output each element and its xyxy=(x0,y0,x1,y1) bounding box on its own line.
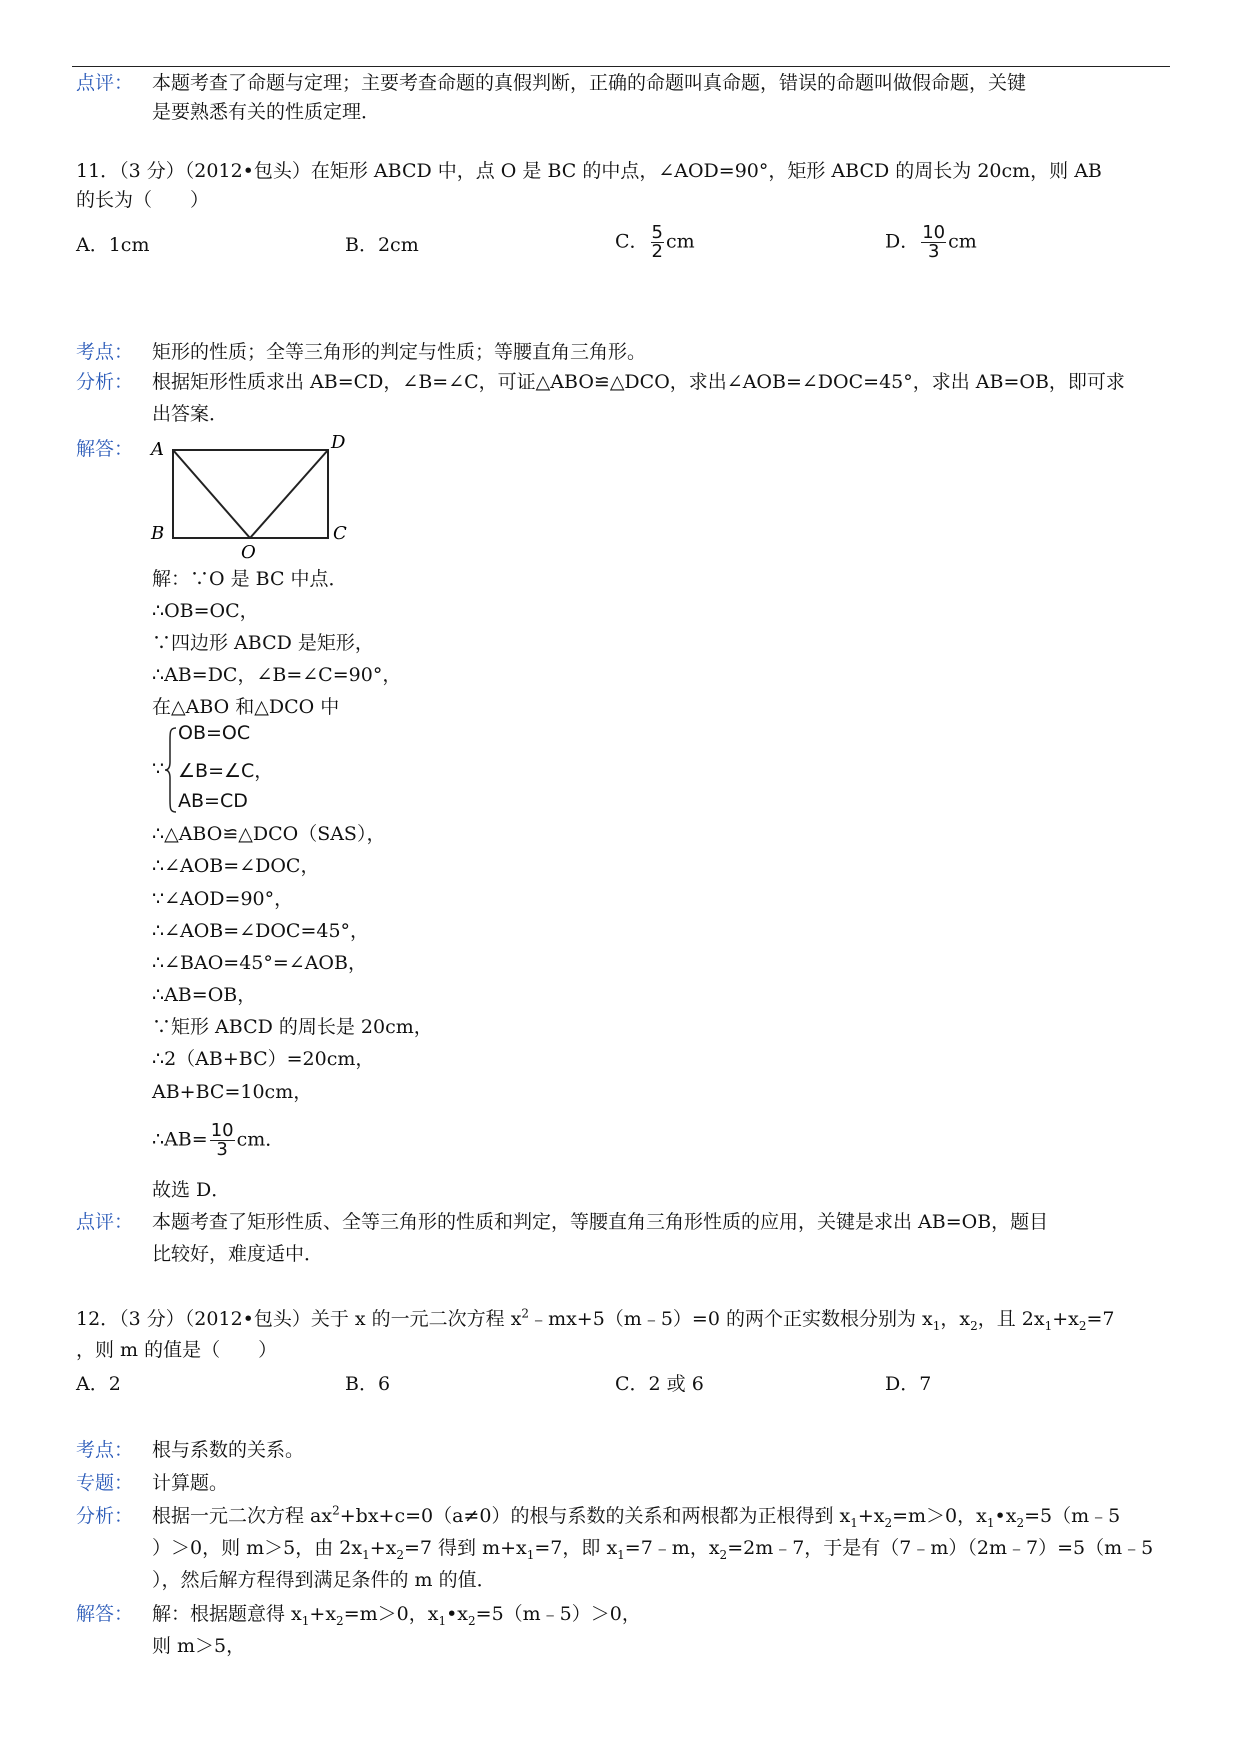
q11-dianping-line-1: 本题考查了矩形性质、全等三角形的性质和判定，等腰直角三角形性质的应用，关键是求出 AB=OB，题目 xyxy=(152,1211,1049,1233)
comment-line-1: 本题考查了命题与定理；主要考查命题的真假判断，正确的命题叫真命题，错误的命题叫做假命题，关键 xyxy=(152,72,1027,94)
final-prefix: ∴AB= xyxy=(152,1128,208,1151)
comment-label: 点评： xyxy=(76,72,134,94)
q12-jieda-line-2: 则 m＞5， xyxy=(152,1635,246,1657)
q12-zhuanti-label: 专题： xyxy=(76,1472,134,1494)
q11-fenxi-line-1: 根据矩形性质求出 AB=CD，∠B=∠C，可证△ABO≌△DCO，求出∠AOB=∠DOC=45°，求出 AB=OB，即可求 xyxy=(152,371,1125,393)
q11-step: 在△ABO 和△DCO 中 xyxy=(152,696,340,718)
q11-option-c-unit: cm xyxy=(666,230,695,253)
final-fraction xyxy=(210,1122,235,1159)
label-b: B xyxy=(151,523,165,544)
label-c: C xyxy=(333,523,347,544)
q12-option-c: C．2 或 6 xyxy=(615,1373,704,1395)
q11-step: AB+BC=10cm， xyxy=(152,1081,313,1103)
q11-step: ∴∠AOB=∠DOC， xyxy=(152,855,320,877)
q12-kaodian: 根与系数的关系。 xyxy=(152,1439,305,1461)
q11-option-d-prefix: D． xyxy=(885,230,920,253)
q11-step: ∵矩形 ABCD 的周长是 20cm， xyxy=(152,1016,433,1038)
system-row: OB=OC xyxy=(178,722,251,744)
q12-zhuanti: 计算题。 xyxy=(152,1472,229,1494)
congruence-system xyxy=(152,722,352,822)
fraction-denominator: 2 xyxy=(651,241,663,262)
q11-fenxi-line-2: 出答案． xyxy=(152,403,229,425)
q12-option-d: D．7 xyxy=(885,1373,932,1395)
q12-option-a: A．2 xyxy=(76,1373,121,1395)
q11-choose: 故选 D． xyxy=(152,1179,231,1201)
q11-step: ∵∠AOD=90°， xyxy=(152,888,294,910)
q11-step: ∵四边形 ABCD 是矩形， xyxy=(152,632,374,654)
top-rule xyxy=(72,66,1170,67)
q11-dianping-line-2: 比较好，难度适中． xyxy=(152,1243,324,1265)
fraction-numerator: 5 xyxy=(651,222,663,243)
comment-line-2: 是要熟悉有关的性质定理． xyxy=(152,101,381,123)
q11-step: ∴△ABO≌△DCO（SAS）， xyxy=(152,823,386,845)
q11-option-b: B．2cm xyxy=(345,234,419,256)
fraction-denominator: 3 xyxy=(216,1139,228,1160)
q12-stem-line-1: 12．（3 分）（2012•包头）关于 x 的一元二次方程 $x^2﹣mx+5(m﹣5)=0$ 的两个正实数根分别为 $x_1$，$x_2$，且 $2x_1+x_2=7$ xyxy=(76,1306,1115,1333)
q12-option-b: B．6 xyxy=(345,1373,391,1395)
q11-fenxi-label: 分析： xyxy=(76,371,134,393)
q11-option-c xyxy=(615,224,695,261)
q11-step: ∴AB=DC，∠B=∠C=90°， xyxy=(152,664,402,686)
q11-option-c-fraction xyxy=(651,224,664,261)
segment-ao xyxy=(173,450,250,538)
q11-option-a: A．1cm xyxy=(76,234,150,256)
q11-jieda-label: 解答： xyxy=(76,438,134,460)
q11-option-d-fraction xyxy=(921,224,946,261)
q12-jieda-label: 解答： xyxy=(76,1603,134,1625)
final-unit: cm． xyxy=(236,1128,285,1151)
q11-option-d xyxy=(885,224,977,261)
system-row: ∠B=∠C， xyxy=(178,760,274,782)
q11-dianping-label: 点评： xyxy=(76,1211,134,1233)
q12-kaodian-label: 考点： xyxy=(76,1439,134,1461)
q11-option-d-unit: cm xyxy=(948,230,977,253)
q11-kaodian-label: 考点： xyxy=(76,341,134,363)
q11-step: ∴∠AOB=∠DOC=45°， xyxy=(152,920,370,942)
rectangle-outline xyxy=(173,450,328,538)
rectangle-abcd-figure xyxy=(145,432,365,562)
segment-do xyxy=(250,450,328,538)
q11-option-c-prefix: C． xyxy=(615,230,649,253)
q11-step: ∴OB=OC， xyxy=(152,600,259,622)
fraction-numerator: 10 xyxy=(922,222,946,243)
fraction-denominator: 3 xyxy=(927,241,940,262)
fraction-numerator: 10 xyxy=(210,1120,234,1141)
q11-kaodian: 矩形的性质；全等三角形的判定与性质；等腰直角三角形。 xyxy=(152,341,647,363)
q11-step: ∴AB=OB， xyxy=(152,984,257,1006)
left-brace xyxy=(164,726,178,814)
q12-fenxi-line-1: 根据一元二次方程 $ax^2+bx+c=0(a\ne 0)$的根与系数的关系和两根都为正根得到 $x_1+x_2=m>0$，$x_1•x_2=5(m﹣5$ xyxy=(152,1503,1121,1530)
label-o: O xyxy=(241,542,256,562)
q11-step: ∴∠BAO=45°=∠AOB， xyxy=(152,952,367,974)
q11-final-answer xyxy=(152,1122,284,1159)
q11-stem-line-2: 的长为（ ） xyxy=(76,189,210,211)
q12-jieda-line-1: 解：根据题意得 $x_1+x_2=m>0$，$x_1•x_2=5(m﹣5)>0$， xyxy=(152,1603,641,1628)
q12-fenxi-line-3: ），然后解方程得到满足条件的 m 的值． xyxy=(152,1569,496,1591)
q12-stem-line-2: ，则 m 的值是（ ） xyxy=(76,1339,278,1361)
label-d: D xyxy=(331,432,346,453)
q12-fenxi-label: 分析： xyxy=(76,1505,134,1527)
because-symbol: ∵ xyxy=(152,758,165,780)
system-row: AB=CD xyxy=(178,790,248,812)
q11-step: ∴2（AB+BC）=20cm， xyxy=(152,1048,375,1070)
label-a: A xyxy=(151,439,164,460)
q11-step: 解：∵O 是 BC 中点． xyxy=(152,568,348,590)
q11-stem-line-1: 11．（3 分）（2012•包头）在矩形 ABCD 中，点 O 是 BC 的中点，∠AOD=90°，矩形 ABCD 的周长为 20cm，则 AB xyxy=(76,160,1102,182)
q12-fenxi-line-2: ）＞0，则 m＞5，由 $2x_1+x_2=7$ 得到 $m+x_1=7$，即 $x_1=7﹣m$，$x_2=2m﹣7$，于是有（7﹣m）（2m﹣7）=5（m﹣5 xyxy=(152,1537,1154,1562)
